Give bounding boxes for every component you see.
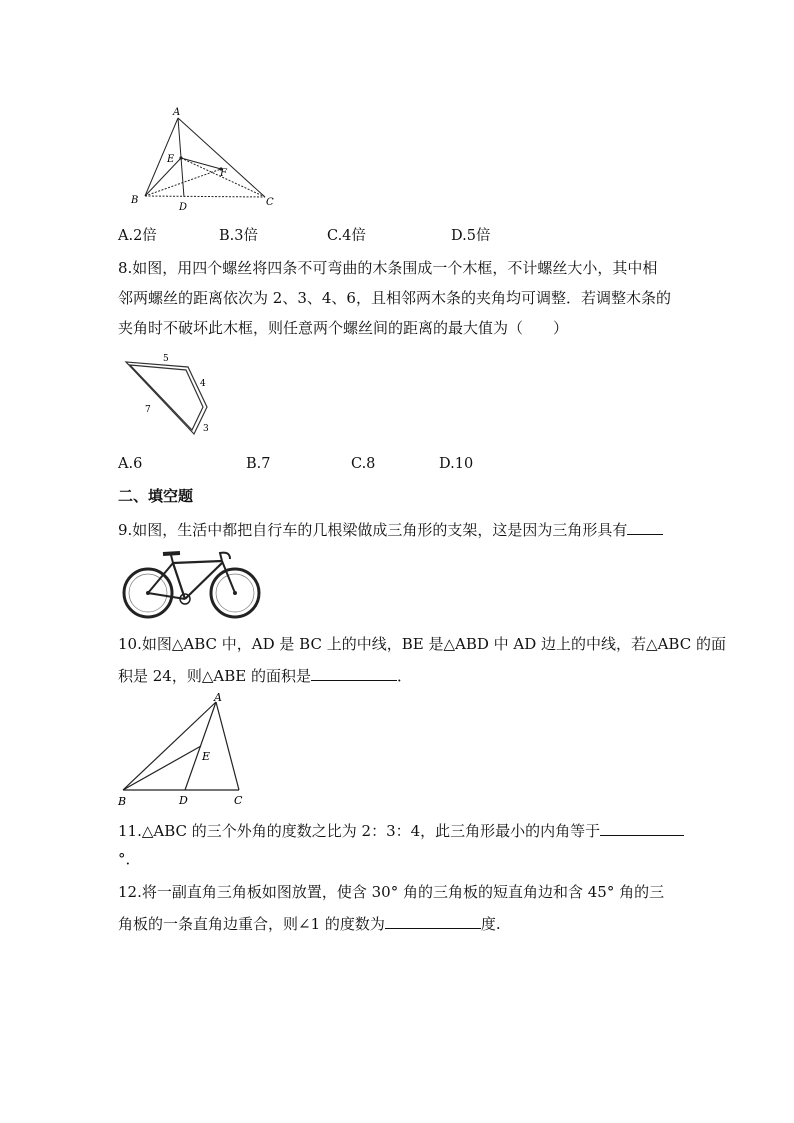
label-D: D — [179, 202, 188, 213]
bicycle-image — [118, 546, 272, 622]
frame-label-3: 3 — [203, 424, 209, 434]
q9-answer-blank[interactable] — [627, 518, 663, 535]
q11-answer-blank[interactable] — [600, 819, 684, 836]
q10-label-A: A — [214, 691, 222, 704]
q12-answer-blank[interactable] — [385, 912, 481, 929]
q10-label-B: B — [118, 795, 127, 808]
q8-option-d: D.10 — [439, 456, 474, 472]
label-C: C — [266, 197, 274, 208]
q8-line-2: 邻两螺丝的距离依次为 2、3、4、6，且相邻两木条的夹角均可调整．若调整木条的 — [118, 289, 671, 307]
wooden-frame-figure-q8 — [118, 350, 223, 440]
q10-line-2 — [118, 664, 412, 686]
q10-label-C: C — [234, 794, 243, 807]
q7-option-c: C.4倍 — [327, 228, 366, 244]
q7-option-d: D.5倍 — [451, 228, 491, 244]
q7-option-a: A.2倍 — [118, 228, 157, 244]
frame-label-7: 7 — [145, 405, 151, 415]
q12-line-2 — [118, 912, 501, 934]
q8-option-b: B.7 — [246, 456, 271, 472]
q12-line-2-text: 角板的一条直角边重合，则∠1 的度数为 — [118, 915, 385, 933]
section-heading: 二、填空题 — [118, 487, 194, 505]
frame-label-5: 5 — [163, 354, 169, 364]
q11-line-1 — [118, 819, 684, 841]
label-B: B — [131, 195, 139, 206]
q11-line-2: °． — [118, 850, 141, 868]
q10-line-2-end: ． — [396, 667, 412, 685]
q8-option-c: C.8 — [351, 456, 376, 472]
q7-option-b: B.3倍 — [219, 228, 258, 244]
q12-line-2-end: 度. — [480, 915, 501, 933]
q10-label-E: E — [202, 750, 211, 763]
q10-label-D: D — [179, 794, 188, 807]
triangle-figure-q10 — [115, 690, 260, 808]
q10-line-1: 10.如图△ABC 中，AD 是 BC 上的中线，BE 是△ABD 中 AD 边上的中线，若△ABC 的面 — [118, 635, 726, 653]
q8-option-a: A.6 — [118, 456, 143, 472]
label-E: E — [167, 154, 175, 165]
label-F: F — [220, 168, 227, 179]
q10-answer-blank[interactable] — [311, 664, 397, 681]
q8-line-1: 8.如图，用四个螺丝将四条不可弯曲的木条围成一个木框，不计螺丝大小，其中相 — [118, 259, 658, 277]
q10-line-2-text: 积是 24，则△ABE 的面积是 — [118, 667, 311, 685]
frame-label-4: 4 — [200, 379, 206, 389]
q9-question: 9.如图，生活中都把自行车的几根梁做成三角形的支架，这是因为三角形具有 — [118, 521, 628, 539]
q12-line-1: 12.将一副直角三角板如图放置，使含 30° 角的三角板的短直角边和含 45° 角的三 — [118, 883, 665, 901]
triangle-figure-q7 — [125, 102, 285, 214]
label-A: A — [173, 107, 181, 118]
q8-line-3: 夹角时不破坏此木框，则任意两个螺丝间的距离的最大值为（ ） — [118, 319, 569, 337]
q9-text — [118, 518, 663, 540]
q11-text: 11.△ABC 的三个外角的度数之比为 2：3：4，此三角形最小的内角等于 — [118, 822, 601, 840]
